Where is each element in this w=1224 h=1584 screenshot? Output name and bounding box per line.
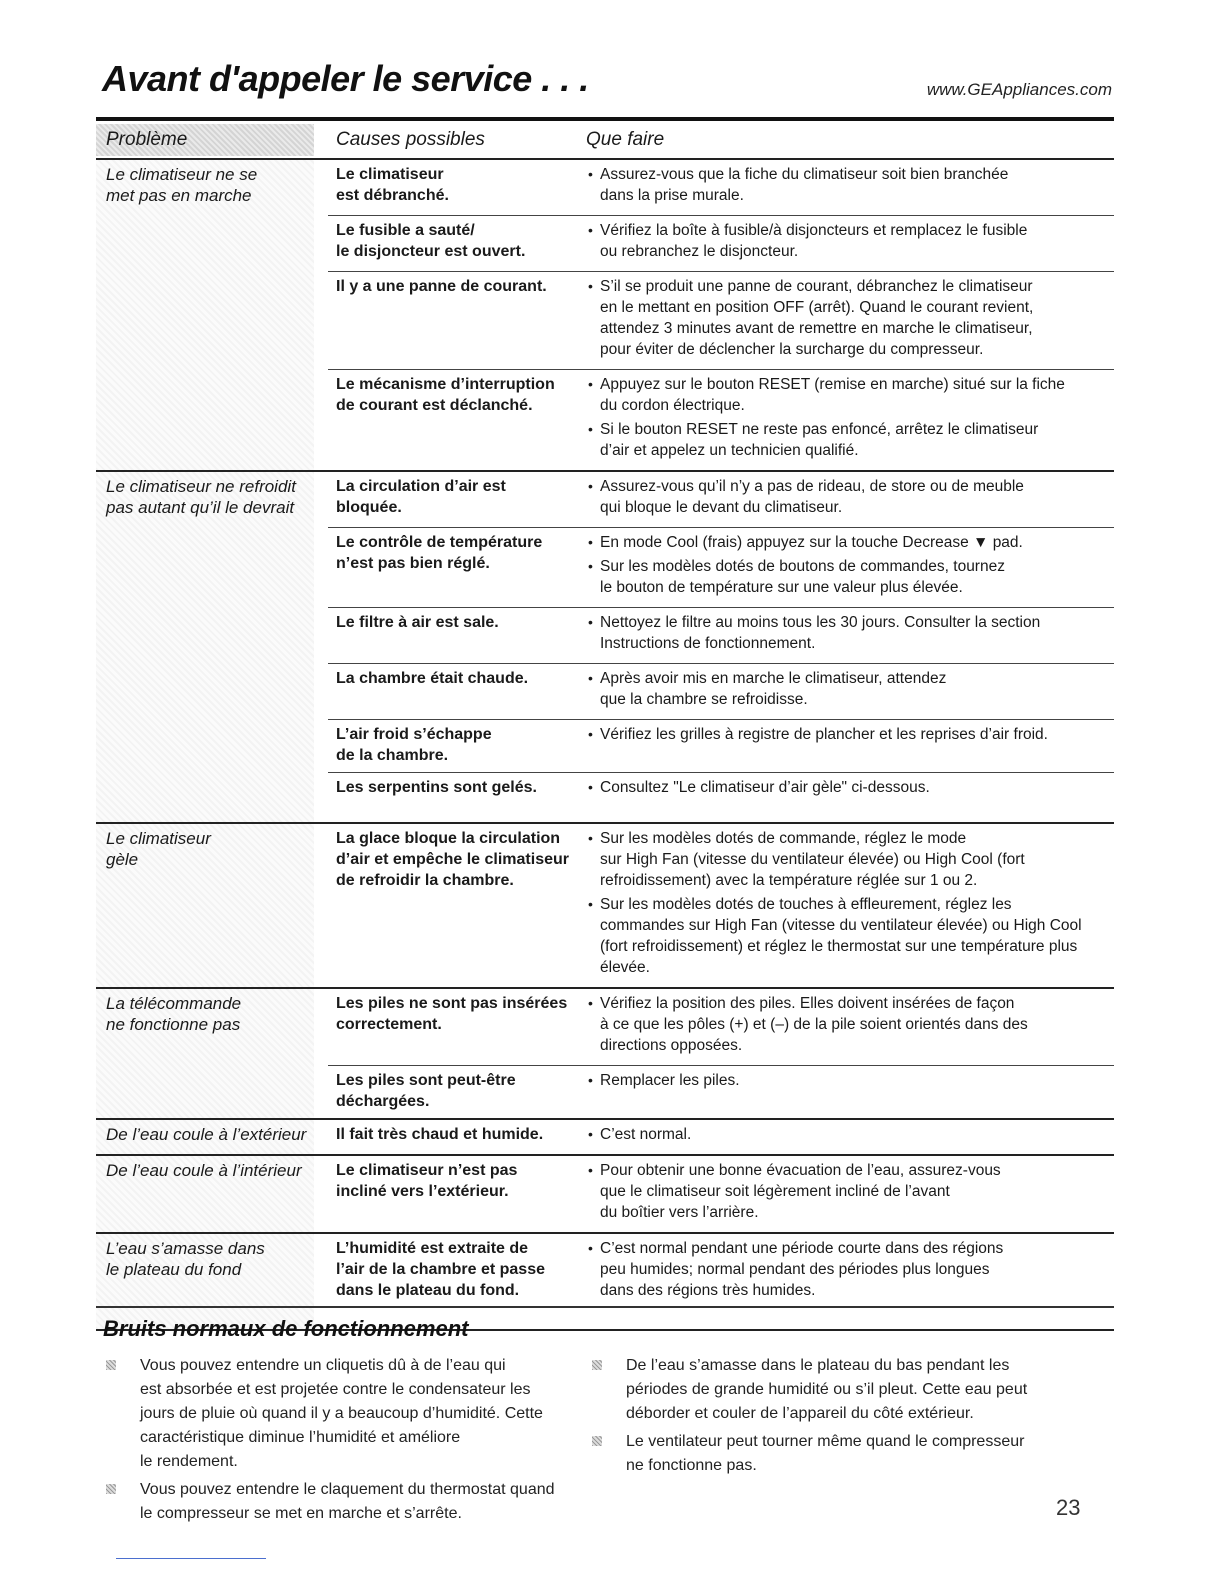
action-list (586, 370, 1114, 470)
noise-text: Vous pouvez entendre un cliquetis dû à de l’eau qui est absorbée et est projetée contre le condensateur les jours de pluie où quand il y a beaucoup d’humidité. Cette caractéristique diminue l’humidité et améliore le rendement. (140, 1357, 543, 1470)
square-bullet-icon (592, 1436, 602, 1446)
bullet-icon: • (588, 478, 593, 494)
action-text: Vérifiez la boîte à fusible/à disjoncteurs et remplacez le fusible ou rebranchez le disjoncteur. (600, 222, 1028, 260)
page-number: 23 (1056, 1495, 1081, 1520)
noises-right-column (590, 1354, 1060, 1482)
action-text: Consultez "Le climatiseur d’air gèle" ci-dessous. (600, 779, 930, 796)
problem-text: Le climatiseur gèle (106, 829, 211, 869)
action-list (586, 528, 1114, 607)
table-row (328, 160, 1114, 215)
problem-text: De l’eau coule à l’extérieur (106, 1125, 307, 1144)
action-text: Appuyez sur le bouton RESET (remise en marche) situé sur la fiche du cordon électrique. (600, 376, 1065, 414)
problem-text: De l’eau coule à l’intérieur (106, 1161, 302, 1180)
table-row (328, 772, 1114, 807)
footer-link-line (116, 1558, 266, 1559)
bullet-icon: • (588, 278, 593, 294)
action-item (586, 1124, 1114, 1145)
action-list (586, 272, 1114, 369)
cause-rows (328, 160, 1114, 470)
action-item (586, 419, 1114, 461)
table-row (328, 527, 1114, 607)
table-row (328, 1065, 1114, 1118)
bullet-icon: • (588, 376, 593, 392)
action-list (586, 216, 1114, 271)
problem-cell (96, 989, 314, 1118)
action-text: S’il se produit une panne de courant, débranchez le climatiseur en le mettant en position OFF (arrêt). Quand le courant revient, attendez 3 minutes avant de remettre en marche le climatiseur, pour éviter de déclencher la surcharge du compresseur. (600, 278, 1034, 358)
action-list (586, 989, 1114, 1065)
action-text: Assurez-vous qu’il n’y a pas de rideau, de store ou de meuble qui bloque le devant du climatiseur. (600, 478, 1024, 516)
problem-text: Le climatiseur ne refroidit pas autant qu’il le devrait (106, 477, 296, 517)
action-list (586, 1066, 1114, 1118)
cause-text: L’air froid s’échappe de la chambre. (336, 726, 492, 764)
noise-item (104, 1354, 574, 1474)
table-row (328, 1120, 1114, 1154)
problem-cell (96, 1234, 314, 1329)
problem-group (96, 1120, 1114, 1156)
action-list (586, 773, 1114, 807)
action-list (586, 608, 1114, 663)
bullet-icon: • (588, 726, 593, 742)
table-body (96, 160, 1114, 1331)
problem-text: La télécommande ne fonctionne pas (106, 994, 242, 1034)
cause-text: Le climatiseur est débranché. (336, 166, 449, 204)
header-causes: Causes possibles (336, 129, 485, 150)
cause-text: Les piles sont peut-être déchargées. (336, 1072, 516, 1110)
table-header (96, 124, 1114, 160)
bullet-icon: • (588, 166, 593, 182)
action-item (586, 220, 1114, 262)
action-item (586, 724, 1114, 745)
action-item (586, 164, 1114, 206)
table-row (328, 824, 1114, 987)
problem-cell (96, 472, 314, 822)
action-list (586, 160, 1114, 215)
action-item (586, 276, 1114, 360)
cause-rows (328, 1156, 1114, 1232)
action-item (586, 1160, 1114, 1223)
cause-text: Le filtre à air est sale. (336, 614, 499, 631)
cause-text: La circulation d’air est bloquée. (336, 478, 506, 516)
table-row (328, 663, 1114, 719)
table-row (328, 1156, 1114, 1232)
action-text: Sur les modèles dotés de touches à effleurement, réglez les commandes sur High Fan (vitesse du ventilateur élevée) ou High Cool (fort refroidissement) et réglez le thermostat sur une température plus élevée. (600, 896, 1082, 976)
action-text: Sur les modèles dotés de commande, réglez le mode sur High Fan (vitesse du ventilateur élevée) ou High Cool (fort refroidissement) avec la température réglée sur 1 ou 2. (600, 830, 1025, 889)
cause-rows (328, 989, 1114, 1118)
problem-group (96, 1156, 1114, 1234)
action-text: En mode Cool (frais) appuyez sur la touche Decrease ▼ pad. (600, 534, 1023, 551)
square-bullet-icon (592, 1360, 602, 1370)
bullet-icon: • (588, 614, 593, 630)
problem-cell (96, 160, 314, 470)
bullet-icon: • (588, 1072, 593, 1088)
action-list (586, 664, 1114, 719)
table-row (328, 215, 1114, 271)
problem-group (96, 160, 1114, 472)
action-list (586, 824, 1114, 987)
action-item (586, 556, 1114, 598)
bullet-icon: • (588, 896, 593, 912)
action-text: Si le bouton RESET ne reste pas enfoncé, arrêtez le climatiseur d’air et appelez un technicien qualifié. (600, 421, 1039, 459)
action-list (586, 720, 1114, 772)
cause-text: Il y a une panne de courant. (336, 278, 547, 295)
noise-text: Le ventilateur peut tourner même quand le compresseur ne fonctionne pas. (626, 1433, 1025, 1474)
problem-group (96, 824, 1114, 989)
cause-text: Le climatiseur n’est pas incliné vers l’extérieur. (336, 1162, 518, 1200)
bullet-icon: • (588, 670, 593, 686)
square-bullet-icon (106, 1484, 116, 1494)
cause-text: La glace bloque la circulation d’air et empêche le climatiseur de refroidir la chambre. (336, 830, 569, 889)
bullet-icon: • (588, 1162, 593, 1178)
action-text: Vérifiez la position des piles. Elles doivent insérées de façon à ce que les pôles (+) et (–) de la pile soient orientés dans des directions opposées. (600, 995, 1028, 1054)
bullet-icon: • (588, 534, 593, 550)
noise-text: Vous pouvez entendre le claquement du thermostat quand le compresseur se met en marche et s’arrête. (140, 1481, 555, 1522)
noises-section-title: Bruits normaux de fonctionnement (103, 1316, 469, 1341)
table-row (328, 607, 1114, 663)
cause-text: Les piles ne sont pas insérées correctement. (336, 995, 568, 1033)
cause-text: La chambre était chaude. (336, 670, 529, 687)
action-item (586, 612, 1114, 654)
noises-left-column (104, 1354, 574, 1530)
cause-text: L’humidité est extraite de l’air de la chambre et passe dans le plateau du fond. (336, 1240, 545, 1299)
action-list (586, 1156, 1114, 1232)
cause-rows (328, 1120, 1114, 1154)
action-text: Nettoyez le filtre au moins tous les 30 jours. Consulter la section Instructions de fonctionnement. (600, 614, 1041, 652)
problem-group (96, 472, 1114, 824)
action-item (586, 1070, 1114, 1091)
bullet-icon: • (588, 222, 593, 238)
action-list (586, 1120, 1114, 1154)
table-row (328, 989, 1114, 1065)
cause-text: Il fait très chaud et humide. (336, 1126, 544, 1143)
table-row (328, 369, 1114, 470)
action-text: Assurez-vous que la fiche du climatiseur soit bien branchée dans la prise murale. (600, 166, 1009, 204)
action-list (586, 472, 1114, 527)
noise-text: De l’eau s’amasse dans le plateau du bas pendant les périodes de grande humidité ou s’il pleut. Cette eau peut déborder et couler de l’appareil du côté extérieur. (626, 1357, 1028, 1422)
table-row (328, 719, 1114, 772)
action-item (586, 993, 1114, 1056)
cause-rows (328, 824, 1114, 987)
problem-text: Le climatiseur ne se met pas en marche (106, 165, 258, 205)
bullet-icon: • (588, 558, 593, 574)
square-bullet-icon (106, 1360, 116, 1370)
bullet-icon: • (588, 995, 593, 1011)
noise-item (590, 1430, 1060, 1478)
problem-cell (96, 824, 314, 987)
title-divider (96, 117, 1114, 121)
table-row (328, 472, 1114, 527)
action-text: Sur les modèles dotés de boutons de commandes, tournez le bouton de température sur une valeur plus élevée. (600, 558, 1005, 596)
problem-text: L’eau s’amasse dans le plateau du fond (106, 1239, 265, 1279)
cause-text: Le contrôle de température n’est pas bien réglé. (336, 534, 543, 572)
cause-text: Le fusible a sauté/ le disjoncteur est ouvert. (336, 222, 526, 260)
problem-cell (96, 1120, 314, 1154)
noise-item (104, 1478, 574, 1526)
bullet-icon: • (588, 421, 593, 437)
cause-text: Les serpentins sont gelés. (336, 779, 537, 796)
action-text: Pour obtenir une bonne évacuation de l’eau, assurez-vous que le climatiseur soit légèrement incliné de l’avant du boîtier vers l’arrière. (600, 1162, 1001, 1221)
bullet-icon: • (588, 1240, 593, 1256)
action-item (586, 476, 1114, 518)
action-text: Vérifiez les grilles à registre de plancher et les reprises d’air froid. (600, 726, 1048, 743)
action-item (586, 532, 1114, 553)
cause-rows (328, 472, 1114, 807)
noise-item (590, 1354, 1060, 1426)
header-problem: Problème (106, 129, 188, 150)
page-title: Avant d'appeler le service . . . (102, 58, 589, 99)
action-item (586, 828, 1114, 891)
action-item (586, 1238, 1114, 1301)
section-divider (96, 1306, 1114, 1308)
action-item (586, 894, 1114, 978)
action-list (586, 1234, 1114, 1310)
cause-text: Le mécanisme d’interruption de courant est déclanché. (336, 376, 555, 414)
website-url[interactable]: www.GEAppliances.com (926, 80, 1112, 99)
action-text: C’est normal pendant une période courte dans des régions peu humides; normal pendant des périodes plus longues dans des régions très humides. (600, 1240, 1004, 1299)
problem-group (96, 989, 1114, 1120)
table-row (328, 1234, 1114, 1310)
action-text: Remplacer les piles. (600, 1072, 740, 1089)
header-action: Que faire (586, 129, 665, 150)
bullet-icon: • (588, 1126, 593, 1142)
bullet-icon: • (588, 779, 593, 795)
bullet-icon: • (588, 830, 593, 846)
action-text: Après avoir mis en marche le climatiseur, attendez que la chambre se refroidisse. (600, 670, 947, 708)
action-item (586, 777, 1114, 798)
action-item (586, 668, 1114, 710)
problem-cell (96, 1156, 314, 1232)
table-row (328, 271, 1114, 369)
action-text: C’est normal. (600, 1126, 692, 1143)
action-item (586, 374, 1114, 416)
troubleshooting-table (96, 124, 1114, 1331)
cause-rows (328, 1234, 1114, 1310)
